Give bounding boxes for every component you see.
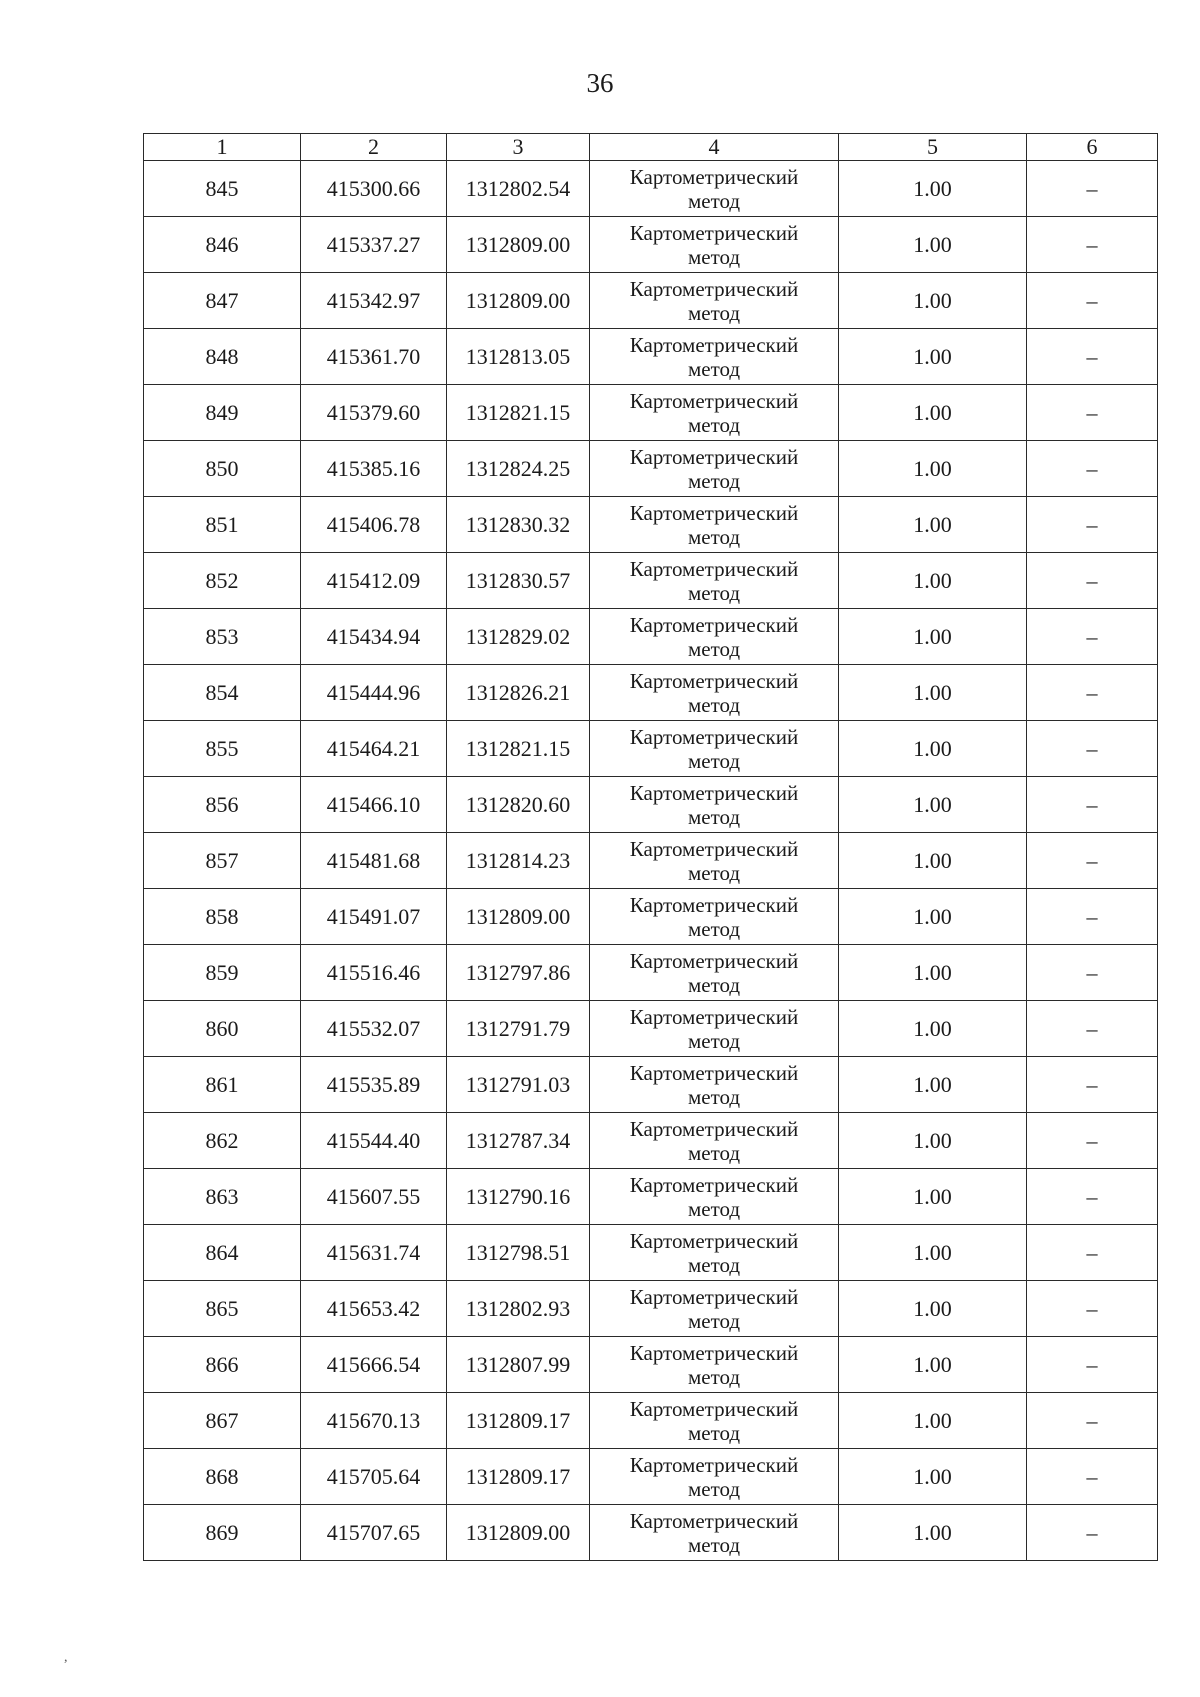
x-coordinate-cell: 415653.42 <box>301 1281 447 1337</box>
table-row <box>144 721 1158 777</box>
x-coordinate-cell: 415705.64 <box>301 1449 447 1505</box>
point-number-cell: 856 <box>144 777 301 833</box>
method-cell <box>590 553 839 609</box>
method-text-line-1: Картометрический <box>629 220 799 245</box>
method-text-line-1: Картометрический <box>629 1116 799 1141</box>
note-cell: – <box>1027 385 1158 441</box>
y-coordinate-cell: 1312809.17 <box>447 1449 590 1505</box>
accuracy-cell: 1.00 <box>839 1001 1027 1057</box>
y-coordinate-cell: 1312829.02 <box>447 609 590 665</box>
note-cell: – <box>1027 609 1158 665</box>
point-number-cell: 868 <box>144 1449 301 1505</box>
point-number-cell: 846 <box>144 217 301 273</box>
note-cell: – <box>1027 553 1158 609</box>
y-coordinate-cell: 1312787.34 <box>447 1113 590 1169</box>
note-cell: – <box>1027 1113 1158 1169</box>
table-row <box>144 833 1158 889</box>
method-text-line-1: Картометрический <box>629 612 799 637</box>
y-coordinate-cell: 1312809.17 <box>447 1393 590 1449</box>
accuracy-cell: 1.00 <box>839 889 1027 945</box>
accuracy-cell: 1.00 <box>839 1337 1027 1393</box>
x-coordinate-cell: 415707.65 <box>301 1505 447 1561</box>
note-cell: – <box>1027 1169 1158 1225</box>
accuracy-cell: 1.00 <box>839 665 1027 721</box>
method-text-line-2: метод <box>687 1532 741 1557</box>
point-number-cell: 849 <box>144 385 301 441</box>
point-number-cell: 864 <box>144 1225 301 1281</box>
point-number-cell: 845 <box>144 161 301 217</box>
method-cell <box>590 609 839 665</box>
method-text-line-1: Картометрический <box>629 1228 799 1253</box>
x-coordinate-cell: 415361.70 <box>301 329 447 385</box>
method-cell <box>590 1225 839 1281</box>
table-row <box>144 1505 1158 1561</box>
note-cell: – <box>1027 1449 1158 1505</box>
method-text-line-2: метод <box>687 972 741 997</box>
y-coordinate-cell: 1312791.03 <box>447 1057 590 1113</box>
point-number-cell: 859 <box>144 945 301 1001</box>
method-text-line-2: метод <box>687 468 741 493</box>
method-text-line-2: метод <box>687 244 741 269</box>
y-coordinate-cell: 1312802.54 <box>447 161 590 217</box>
method-text-line-1: Картометрический <box>629 1284 799 1309</box>
y-coordinate-cell: 1312807.99 <box>447 1337 590 1393</box>
method-cell <box>590 1001 839 1057</box>
table-row <box>144 665 1158 721</box>
note-cell: – <box>1027 1393 1158 1449</box>
x-coordinate-cell: 415535.89 <box>301 1057 447 1113</box>
note-cell: – <box>1027 665 1158 721</box>
method-cell <box>590 721 839 777</box>
y-coordinate-cell: 1312802.93 <box>447 1281 590 1337</box>
method-text-line-2: метод <box>687 524 741 549</box>
y-coordinate-cell: 1312821.15 <box>447 385 590 441</box>
method-text-line-2: метод <box>687 1028 741 1053</box>
method-text-line-1: Картометрический <box>629 892 799 917</box>
y-coordinate-cell: 1312820.60 <box>447 777 590 833</box>
method-cell <box>590 1057 839 1113</box>
method-cell <box>590 1505 839 1561</box>
x-coordinate-cell: 415544.40 <box>301 1113 447 1169</box>
column-header-6: 6 <box>1027 134 1158 161</box>
table-row <box>144 497 1158 553</box>
accuracy-cell: 1.00 <box>839 777 1027 833</box>
method-text-line-1: Картометрический <box>629 164 799 189</box>
method-text-line-2: метод <box>687 1308 741 1333</box>
y-coordinate-cell: 1312830.57 <box>447 553 590 609</box>
stray-mark: , <box>64 1650 68 1665</box>
table-row <box>144 329 1158 385</box>
point-number-cell: 869 <box>144 1505 301 1561</box>
point-number-cell: 860 <box>144 1001 301 1057</box>
x-coordinate-cell: 415300.66 <box>301 161 447 217</box>
x-coordinate-cell: 415379.60 <box>301 385 447 441</box>
table-row <box>144 1393 1158 1449</box>
point-number-cell: 852 <box>144 553 301 609</box>
column-header-1: 1 <box>144 134 301 161</box>
accuracy-cell: 1.00 <box>839 329 1027 385</box>
x-coordinate-cell: 415491.07 <box>301 889 447 945</box>
method-text-line-2: метод <box>687 580 741 605</box>
y-coordinate-cell: 1312809.00 <box>447 217 590 273</box>
x-coordinate-cell: 415434.94 <box>301 609 447 665</box>
x-coordinate-cell: 415481.68 <box>301 833 447 889</box>
accuracy-cell: 1.00 <box>839 1449 1027 1505</box>
point-number-cell: 857 <box>144 833 301 889</box>
y-coordinate-cell: 1312809.00 <box>447 273 590 329</box>
method-text-line-2: метод <box>687 300 741 325</box>
table-row <box>144 777 1158 833</box>
header-row <box>144 134 1158 161</box>
accuracy-cell: 1.00 <box>839 1505 1027 1561</box>
method-text-line-2: метод <box>687 1420 741 1445</box>
column-header-4: 4 <box>590 134 839 161</box>
accuracy-cell: 1.00 <box>839 385 1027 441</box>
table-row <box>144 945 1158 1001</box>
note-cell: – <box>1027 497 1158 553</box>
table-row <box>144 161 1158 217</box>
method-cell <box>590 1393 839 1449</box>
table-row <box>144 1169 1158 1225</box>
method-text-line-1: Картометрический <box>629 948 799 973</box>
accuracy-cell: 1.00 <box>839 1225 1027 1281</box>
table-row <box>144 1057 1158 1113</box>
column-header-2: 2 <box>301 134 447 161</box>
accuracy-cell: 1.00 <box>839 1169 1027 1225</box>
method-cell <box>590 889 839 945</box>
method-text-line-2: метод <box>687 636 741 661</box>
page-number: 36 <box>586 68 614 98</box>
method-text-line-2: метод <box>687 748 741 773</box>
point-number-cell: 867 <box>144 1393 301 1449</box>
method-text-line-2: метод <box>687 1364 741 1389</box>
note-cell: – <box>1027 833 1158 889</box>
accuracy-cell: 1.00 <box>839 553 1027 609</box>
point-number-cell: 861 <box>144 1057 301 1113</box>
table-row <box>144 609 1158 665</box>
method-cell <box>590 497 839 553</box>
point-number-cell: 850 <box>144 441 301 497</box>
accuracy-cell: 1.00 <box>839 217 1027 273</box>
method-cell <box>590 833 839 889</box>
column-header-3: 3 <box>447 134 590 161</box>
method-text-line-2: метод <box>687 1252 741 1277</box>
y-coordinate-cell: 1312830.32 <box>447 497 590 553</box>
method-text-line-1: Картометрический <box>629 444 799 469</box>
method-text-line-1: Картометрический <box>629 668 799 693</box>
y-coordinate-cell: 1312824.25 <box>447 441 590 497</box>
coordinates-table <box>143 133 1158 1561</box>
x-coordinate-cell: 415464.21 <box>301 721 447 777</box>
method-cell <box>590 945 839 1001</box>
accuracy-cell: 1.00 <box>839 945 1027 1001</box>
y-coordinate-cell: 1312814.23 <box>447 833 590 889</box>
x-coordinate-cell: 415516.46 <box>301 945 447 1001</box>
table-row <box>144 273 1158 329</box>
method-text-line-1: Картометрический <box>629 836 799 861</box>
table-row <box>144 553 1158 609</box>
method-cell <box>590 329 839 385</box>
table-row <box>144 385 1158 441</box>
method-text-line-1: Картометрический <box>629 780 799 805</box>
table-header <box>144 134 1158 161</box>
method-cell <box>590 273 839 329</box>
method-cell <box>590 441 839 497</box>
method-text-line-1: Картометрический <box>629 1172 799 1197</box>
note-cell: – <box>1027 161 1158 217</box>
x-coordinate-cell: 415444.96 <box>301 665 447 721</box>
accuracy-cell: 1.00 <box>839 1113 1027 1169</box>
method-text-line-2: метод <box>687 1476 741 1501</box>
method-text-line-2: метод <box>687 692 741 717</box>
accuracy-cell: 1.00 <box>839 721 1027 777</box>
method-cell <box>590 777 839 833</box>
table-row <box>144 1449 1158 1505</box>
y-coordinate-cell: 1312809.00 <box>447 889 590 945</box>
method-text-line-1: Картометрический <box>629 388 799 413</box>
method-text-line-2: метод <box>687 804 741 829</box>
table-row <box>144 217 1158 273</box>
table-row <box>144 889 1158 945</box>
method-cell <box>590 385 839 441</box>
method-text-line-1: Картометрический <box>629 1004 799 1029</box>
accuracy-cell: 1.00 <box>839 441 1027 497</box>
table-row <box>144 1001 1158 1057</box>
x-coordinate-cell: 415607.55 <box>301 1169 447 1225</box>
x-coordinate-cell: 415406.78 <box>301 497 447 553</box>
accuracy-cell: 1.00 <box>839 497 1027 553</box>
method-cell <box>590 217 839 273</box>
method-text-line-2: метод <box>687 412 741 437</box>
method-text-line-1: Картометрический <box>629 1340 799 1365</box>
y-coordinate-cell: 1312826.21 <box>447 665 590 721</box>
table-row <box>144 1225 1158 1281</box>
y-coordinate-cell: 1312797.86 <box>447 945 590 1001</box>
point-number-cell: 847 <box>144 273 301 329</box>
accuracy-cell: 1.00 <box>839 833 1027 889</box>
table-row <box>144 441 1158 497</box>
point-number-cell: 863 <box>144 1169 301 1225</box>
method-text-line-2: метод <box>687 188 741 213</box>
method-text-line-1: Картометрический <box>629 332 799 357</box>
y-coordinate-cell: 1312809.00 <box>447 1505 590 1561</box>
method-cell <box>590 161 839 217</box>
method-cell <box>590 1113 839 1169</box>
table-row <box>144 1337 1158 1393</box>
method-text-line-2: метод <box>687 1196 741 1221</box>
table-body <box>144 161 1158 1561</box>
y-coordinate-cell: 1312798.51 <box>447 1225 590 1281</box>
note-cell: – <box>1027 1505 1158 1561</box>
method-text-line-1: Картометрический <box>629 1396 799 1421</box>
x-coordinate-cell: 415670.13 <box>301 1393 447 1449</box>
y-coordinate-cell: 1312790.16 <box>447 1169 590 1225</box>
point-number-cell: 866 <box>144 1337 301 1393</box>
note-cell: – <box>1027 441 1158 497</box>
x-coordinate-cell: 415412.09 <box>301 553 447 609</box>
method-text-line-2: метод <box>687 1140 741 1165</box>
accuracy-cell: 1.00 <box>839 273 1027 329</box>
note-cell: – <box>1027 1281 1158 1337</box>
method-text-line-1: Картометрический <box>629 1452 799 1477</box>
note-cell: – <box>1027 273 1158 329</box>
note-cell: – <box>1027 721 1158 777</box>
x-coordinate-cell: 415631.74 <box>301 1225 447 1281</box>
point-number-cell: 858 <box>144 889 301 945</box>
x-coordinate-cell: 415385.16 <box>301 441 447 497</box>
point-number-cell: 855 <box>144 721 301 777</box>
y-coordinate-cell: 1312821.15 <box>447 721 590 777</box>
method-text-line-1: Картометрический <box>629 1508 799 1533</box>
method-cell <box>590 1169 839 1225</box>
method-text-line-1: Картометрический <box>629 724 799 749</box>
method-text-line-2: метод <box>687 356 741 381</box>
point-number-cell: 848 <box>144 329 301 385</box>
note-cell: – <box>1027 1057 1158 1113</box>
y-coordinate-cell: 1312813.05 <box>447 329 590 385</box>
column-header-5: 5 <box>839 134 1027 161</box>
note-cell: – <box>1027 329 1158 385</box>
point-number-cell: 865 <box>144 1281 301 1337</box>
method-text-line-2: метод <box>687 916 741 941</box>
method-text-line-1: Картометрический <box>629 276 799 301</box>
note-cell: – <box>1027 1001 1158 1057</box>
method-text-line-2: метод <box>687 860 741 885</box>
method-cell <box>590 1337 839 1393</box>
method-text-line-1: Картометрический <box>629 1060 799 1085</box>
note-cell: – <box>1027 1225 1158 1281</box>
note-cell: – <box>1027 945 1158 1001</box>
point-number-cell: 851 <box>144 497 301 553</box>
method-cell <box>590 1281 839 1337</box>
method-text-line-1: Картометрический <box>629 556 799 581</box>
point-number-cell: 853 <box>144 609 301 665</box>
table-row <box>144 1113 1158 1169</box>
note-cell: – <box>1027 889 1158 945</box>
accuracy-cell: 1.00 <box>839 161 1027 217</box>
note-cell: – <box>1027 217 1158 273</box>
x-coordinate-cell: 415337.27 <box>301 217 447 273</box>
method-cell <box>590 1449 839 1505</box>
x-coordinate-cell: 415466.10 <box>301 777 447 833</box>
point-number-cell: 854 <box>144 665 301 721</box>
method-text-line-1: Картометрический <box>629 500 799 525</box>
x-coordinate-cell: 415532.07 <box>301 1001 447 1057</box>
x-coordinate-cell: 415342.97 <box>301 273 447 329</box>
accuracy-cell: 1.00 <box>839 1057 1027 1113</box>
x-coordinate-cell: 415666.54 <box>301 1337 447 1393</box>
accuracy-cell: 1.00 <box>839 609 1027 665</box>
table-row <box>144 1281 1158 1337</box>
accuracy-cell: 1.00 <box>839 1393 1027 1449</box>
note-cell: – <box>1027 1337 1158 1393</box>
method-text-line-2: метод <box>687 1084 741 1109</box>
method-cell <box>590 665 839 721</box>
accuracy-cell: 1.00 <box>839 1281 1027 1337</box>
note-cell: – <box>1027 777 1158 833</box>
point-number-cell: 862 <box>144 1113 301 1169</box>
y-coordinate-cell: 1312791.79 <box>447 1001 590 1057</box>
